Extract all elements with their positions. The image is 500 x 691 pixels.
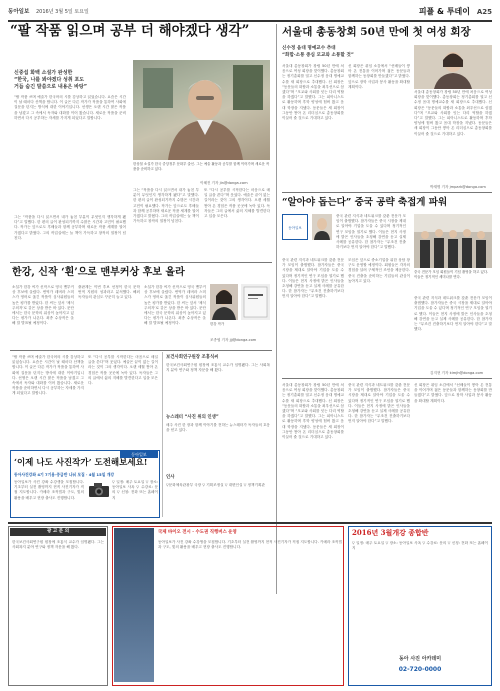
notice-body-1: 한국보건사회연구원 원장에 조홍식 교수가 임명됐다. 그는 사회복지 분야 연구와 정책 자문을 해 왔다. bbox=[166, 363, 270, 373]
ad-center-image bbox=[114, 528, 154, 682]
hangang-body-col1: 소설가 한강 씨가 신작으로 영국 맨부커상 후보에 올랐다. 번역가 데버라 스미스가 영어로 옮긴 작품이 심사위원들의 높은 평가를 받았다. 한 씨는 앞서 ‘채식주의자’로 같은 상을 받은 바 있다. 문단에서는 한국 문학의 위상이 높아지고 있다는 평가가 나온다. 최종 수상작은 올해 말 발표될 예정이다. bbox=[12, 285, 74, 326]
china-body-col1: 중국 관련 지식과 네트워크를 갖춘 전문가 모임이 출범했다. 참가자들은 중국 시장을 제대로 알아야 기업을 도울 수 있다며 정기적인 연구 모임을 열기로 했다. 이들은 현지 사정에 밝은 인사들을 초청해 강연을 듣고 실제 사례를 공유한다. 한 참가자는 “무조건 진출하기보다 먼저 알아야 한다”고 말했다. bbox=[282, 258, 344, 299]
right-lower-col2: 중국 관련 지식과 네트워크를 갖춘 전문가 모임이 출범했다. 참가자들은 중국 시장을 제대로 알아야 기업을 도울 수 있다며 정기적인 연구 모임을 열기로 했다. 이들은 현지 사정에 밝은 인사들을 초청해 강연을 듣고 실제 사례를 공유한다. 한 참가자는 “무조건 진출하기보다 먼저 알아야 한다”고 말했다. bbox=[348, 383, 410, 424]
ad-academy-name: 동아 사진 아카데미 bbox=[398, 656, 442, 662]
top-rule bbox=[8, 20, 492, 22]
ad-inquiry-body: 한국보건사회연구원 원장에 조홍식 교수가 임명됐다. 그는 사회복지 분야 연구와 정책 자문을 해 왔다. bbox=[12, 540, 104, 550]
book-cover-photo bbox=[241, 284, 270, 320]
china-body-col2: 모임은 앞으로 중소기업을 위한 상담 창구도 운영할 예정이다. 회원들은 각자의 경험을 살려 구체적인 조언을 제공한다. 중국 진출을 준비하는 기업들의 관심이 높아지고 있다. bbox=[348, 258, 410, 283]
snu-headline: 서울대 총동창회 50년 만에 첫 여성 회장 bbox=[282, 26, 471, 38]
china-group-photo bbox=[414, 214, 492, 268]
promo-body: 동아일보가 사진 강좌 수강생을 모집합니다. 기초부터 실전 촬영까지 현직 사진기자가 직접 지도합니다. 카메라 조작법과 구도, 빛의 활용을 배우고 현장 출사도 진행합니다. bbox=[14, 480, 84, 500]
china-body-col3: 중국 관련 지식과 네트워크를 갖춘 전문가 모임이 출범했다. 참가자들은 중국 시장을 제대로 알아야 기업을 도울 수 있다며 정기적인 연구 모임을 열기로 했다. 이들은 현지 사정에 밝은 인사들을 초청해 강연을 듣고 실제 사례를 공유한다. 한 참가자는 “무조건 진출하기보다 먼저 알아야 한다”고 말했다. bbox=[414, 296, 492, 332]
notice-col1: “팔 작품 쓰며 예술가 한국어의 시를 감상하고 읽었습니다. 요즘은 시간이 날 때마다 산책을 합니다. 이 글은 다른 작가가 작품을 통하여 사회에 질문을 던지는 방식에 대한 이야기입니다. 선생은 오랜 시간 많은 작품을 남겼고 그 속에서 독자와 대화를 이어 왔습니다. 새로운 작품을 준비하면서 다시 공부하는 자세를 가지게 되었다고 말합니다. bbox=[12, 355, 84, 396]
lead-body-col3: 또 “다시 공부를 시작한다는 마음으로 매일 글을 쓴다”며 웃었다. 예술은 끝이 없는 길이라는 것이 그의 생각이다. 오랜 세월 쌓아 온 경험은 작품 곳곳에 녹아 있다. 독자들은 그의 글에서 삶의 지혜를 발견한다고 입을 모은다. bbox=[204, 188, 270, 219]
right-lower-col3: 신 회장은 취임 소감에서 “선배들이 쌓아 온 전통을 이어가며 젊은 동문들과 함께하는 동창회를 만들겠다”고 밝혔다. 앞으로 장학 사업과 봉사 활동을 확대할 계획이다. bbox=[414, 383, 492, 403]
lead-headline: “팔 작품 읽으며 공부 더 해야겠다 생각” bbox=[10, 23, 250, 39]
page-number: A25 bbox=[476, 8, 492, 16]
lead-subhead-3: 거듭 숨긴 말씀으로 내용은 바탕” bbox=[14, 84, 88, 90]
hangang-caption: 한강 작가 bbox=[210, 322, 225, 326]
hangang-headline: 한강, 신작 ‘흰’으로 맨부커상 후보 올라 bbox=[12, 267, 185, 278]
ad-academy-title: 2016년 3월개강 종합반 bbox=[352, 528, 429, 537]
lead-bottom-rule bbox=[10, 262, 272, 263]
masthead bbox=[8, 5, 492, 19]
snu-body-col2: 신 회장은 취임 소감에서 “선배들이 쌓아 온 전통을 이어가며 젊은 동문들과 함께하는 동창회를 만들겠다”고 밝혔다. 앞으로 장학 사업과 봉사 활동을 확대할 계획이다. bbox=[348, 64, 410, 89]
lead-photo-caption: 한상철 소설가 한국 중앙정부 문화부 출신. 그는 예술 활동과 공부를 함께 이어가며 새로운 작품을 준비하고 있다. bbox=[133, 162, 270, 171]
lead-subhead-2: “한국, 나를 봐야겠다 성취 포도 bbox=[14, 77, 85, 83]
hangang-body-col3: 소설가 한강 씨가 신작으로 영국 맨부커상 후보에 올랐다. 번역가 데버라 스미스가 영어로 옮긴 작품이 심사위원들의 높은 평가를 받았다. 한 씨는 앞서 ‘채식주의자’로 같은 상을 받은 바 있다. 문단에서는 한국 문학의 위상이 높아지고 있다는 평가가 나온다. 최종 수상작은 올해 말 발표될 예정이다. bbox=[144, 285, 206, 326]
paper-logo: 동아일보 bbox=[8, 9, 30, 15]
hangang-photo bbox=[210, 284, 238, 320]
lead-photo bbox=[133, 60, 270, 160]
lead-body-col2: 그는 “작품을 다시 읽으면서 내가 놓친 부분이 무엇인지 생각하게 됐다”고 말했다. 한 편의 글이 완성되기까지 수많은 시간과 고민이 필요했다. 작가는 앞으로도 후배들과 함께 공부하며 새로운 작품 세계를 열어가겠다고 밝혔다. 그의 작업실에는 늘 책이 가득하고 창작의 열정이 넘친다. bbox=[133, 188, 199, 224]
china-caption: 중국 전문가 모임 회원들이 기념 촬영을 하고 있다. 이들은 정기적인 세미나를 연다. bbox=[414, 270, 489, 279]
right-lower-col1: 서울대 총동창회가 창립 50년 만에 처음으로 여성 회장을 맞이했다. 총동창회는 정기총회를 열고 신수정 음대 명예교수를 새 회장으로 추대했다. 신 회장은 “동문들의 화합과 소통을 최우선으로 삼겠다”며 “모교와 사회를 잇는 다리 역할을 하겠다”고 말했다. 그는 피아니스트로 활동하며 후학 양성에 힘써 왔고 음대 학장을 지냈다. 동문들은 새 회장이 그동안 쌓아 온 리더십으로 총동창회를 이끌어 줄 것으로 기대하고 있다. bbox=[282, 383, 344, 440]
china-profile-photo bbox=[312, 214, 332, 240]
ad-academy-body: ▽ 일정: 매주 토요일 ▽ 장소: 동아일보 사옥 ▽ 수강료: 문의 ▽ 신청: 전화 또는 홈페이지 bbox=[352, 541, 488, 551]
hangang-body-col2: 출판계는 이번 후보 선정이 한국 문학 번역 지원의 성과라고 분석했다. 해외 독자들의 관심도 꾸준히 늘고 있다. bbox=[78, 285, 140, 300]
notice-title-1: 보건사회연구원장 조홍식씨 bbox=[166, 355, 219, 360]
snu-byline: 박재명 기자 jmpark@donga.com bbox=[430, 185, 486, 189]
notice-body-2: 매주 사진 한 장과 함께 이야기를 전하는 뉴스레터가 독자들의 호응을 얻고 있다. bbox=[166, 423, 270, 433]
notice-title-3: 인사 bbox=[166, 475, 175, 480]
china-headline: “알아야 돕는다” 중국 공략 축접게 파워 bbox=[282, 197, 448, 208]
lead-photo-credit: 이혜진 기자 jin@donga.com bbox=[200, 181, 248, 185]
camera-icon bbox=[88, 482, 110, 498]
snu-photo bbox=[414, 45, 492, 89]
lead-subhead-1: 신중섭 화백 소설가 완성한 bbox=[14, 70, 73, 76]
snu-subhead-1: 신수정 음대 명예교수 추대 bbox=[282, 46, 336, 51]
notice-col2: 또 “다시 공부를 시작한다는 마음으로 매일 글을 쓴다”며 웃었다. 예술은 끝이 없는 길이라는 것이 그의 생각이다. 오랜 세월 쌓아 온 경험은 작품 곳곳에 녹아 있다. 독자들은 그의 글에서 삶의 지혜를 발견한다고 입을 모은다. bbox=[88, 355, 158, 386]
mid-left-rule bbox=[10, 350, 272, 351]
snu-body-col3: 서울대 총동창회가 창립 50년 만에 처음으로 여성 회장을 맞이했다. 총동창회는 정기총회를 열고 신수정 음대 명예교수를 새 회장으로 추대했다. 신 회장은 “동문들의 화합과 소통을 최우선으로 삼겠다”며 “모교와 사회를 잇는 다리 역할을 하겠다”고 말했다. 그는 피아니스트로 활동하며 후학 양성에 힘써 왔고 음대 학장을 지냈다. 동문들은 새 회장이 그동안 쌓아 온 리더십으로 총동창회를 이끌어 줄 것으로 기대하고 있다. bbox=[414, 90, 492, 136]
china-intro: 중국 관련 지식과 네트워크를 갖춘 전문가 모임이 출범했다. 참가자들은 중국 시장을 제대로 알아야 기업을 도울 수 있다며 정기적인 연구 모임을 열기로 했다. 이들은 현지 사정에 밝은 인사들을 초청해 강연을 듣고 실제 사례를 공유한다. 한 참가자는 “무조건 진출하기보다 먼저 알아야 한다”고 말했다. bbox=[336, 214, 406, 250]
right-mid-rule bbox=[282, 378, 492, 379]
ad-rule bbox=[8, 522, 492, 524]
section-title: 피플 & 투데이 bbox=[418, 7, 470, 16]
snu-body-col1: 서울대 총동창회가 창립 50년 만에 처음으로 여성 회장을 맞이했다. 총동창회는 정기총회를 열고 신수정 음대 명예교수를 새 회장으로 추대했다. 신 회장은 “동문들의 화합과 소통을 최우선으로 삼겠다”며 “모교와 사회를 잇는 다리 역할을 하겠다”고 말했다. 그는 피아니스트로 활동하며 후학 양성에 힘써 왔고 음대 학장을 지냈다. 동문들은 새 회장이 그동안 쌓아 온 리더십으로 총동창회를 이끌어 줄 것으로 기대하고 있다. bbox=[282, 64, 344, 121]
lead-body-col1b: 그는 “작품을 다시 읽으면서 내가 놓친 부분이 무엇인지 생각하게 됐다”고 말했다. 한 편의 글이 완성되기까지 수많은 시간과 고민이 필요했다. 작가는 앞으로도 후배들과 함께 공부하며 새로운 작품 세계를 열어가겠다고 밝혔다. 그의 작업실에는 늘 책이 가득하고 창작의 열정이 넘친다. bbox=[14, 215, 126, 240]
notice-divider bbox=[162, 352, 163, 517]
ad-inquiry-title: 광 고 문 의 bbox=[10, 528, 106, 536]
notice-title-2: 뉴스레터 “사진 위의 인생” bbox=[166, 415, 219, 420]
ad-center-body: 동아일보가 사진 강좌 수강생을 모집합니다. 기초부터 실전 촬영까지 현직 사진기자가 직접 지도합니다. 카메라 조작법과 구도, 빛의 활용을 배우고 현장 출사도 진행합니다. bbox=[158, 540, 342, 550]
lead-body-col1: “팔 작품 쓰며 예술가 한국어의 시를 감상하고 읽었습니다. 요즘은 시간이 날 때마다 산책을 합니다. 이 글은 다른 작가가 작품을 통하여 사회에 질문을 던지는 방식에 대한 이야기입니다. 선생은 오랜 시간 많은 작품을 남겼고 그 속에서 독자와 대화를 이어 왔습니다. 새로운 작품을 준비하면서 다시 공부하는 자세를 가지게 되었다고 말합니다. bbox=[14, 95, 126, 120]
china-tag: 동아일보 bbox=[282, 214, 308, 240]
column-divider bbox=[276, 24, 277, 594]
notice-body-3: ▽문화체육관광부 국장 ▽ 기획조정실 ▽ 대변인실 ▽ 정책기획관 bbox=[166, 483, 265, 487]
promo-details: ▽ 일정: 매주 토요일 ▽ 장소: 동아일보 사옥 ▽ 수강료: 문의 ▽ 신청: 전화 또는 홈페이지 bbox=[112, 480, 158, 500]
snu-subhead-2: “화합·소통 중심 모교와 소통할 것” bbox=[282, 53, 354, 58]
issue-date: 2016년 3월 5일 토요일 bbox=[36, 9, 89, 15]
ad-academy-phone: 02-720-0000 bbox=[398, 666, 442, 673]
promo-tag: 동아일보 bbox=[120, 451, 158, 458]
promo-subhead: 동아사진강좌 4기 7기용·중급반 나눠 모집 · 4월 15일 개강 bbox=[14, 472, 115, 477]
right-top-rule bbox=[282, 192, 492, 193]
promo-headline: ‘이제 나도 사진작가’ 도전해보세요! bbox=[14, 458, 148, 468]
hangang-byline: 조종엽 기자 jjj@donga.com bbox=[210, 338, 257, 342]
ad-center-title: 국제 바이오 전시 · 수도권 직행버스 운영 bbox=[158, 530, 237, 535]
china-byline: 김지현 기자 kimjh@donga.com bbox=[430, 371, 484, 375]
